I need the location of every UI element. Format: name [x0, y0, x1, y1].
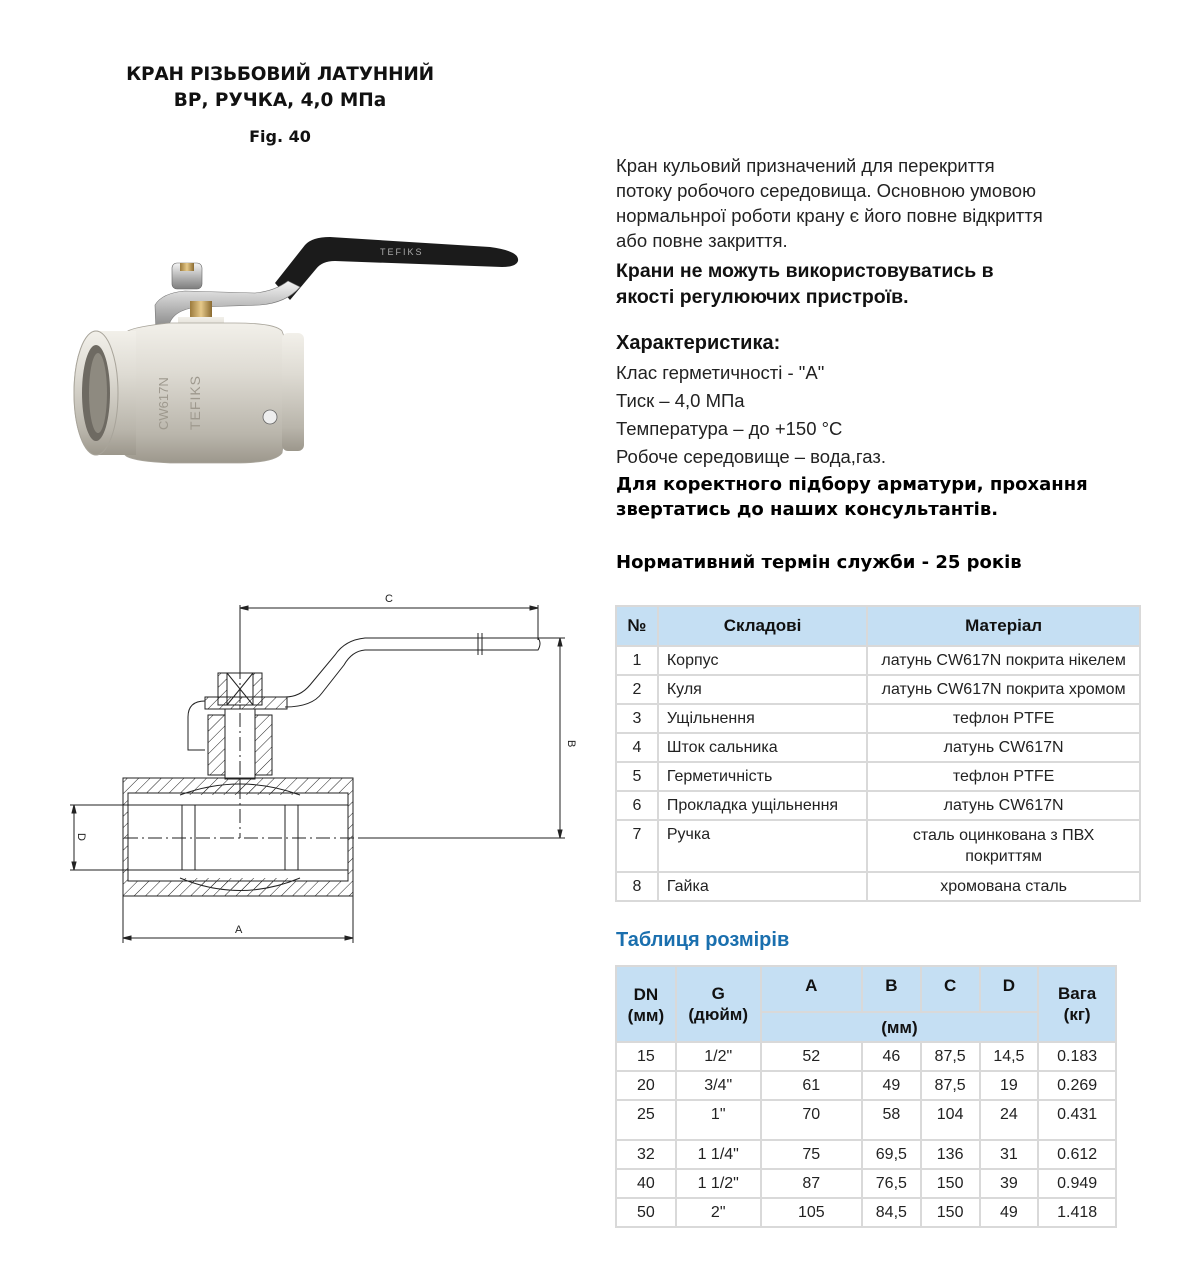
row-number: 1	[616, 646, 658, 675]
description-line: або повне закриття.	[616, 230, 788, 251]
description-line: нормальнрої роботи крану є його повне відкриття	[616, 205, 1043, 226]
header-g-unit: (дюйм)	[688, 1005, 749, 1024]
body-brand-text: TEFIKS	[187, 374, 203, 430]
cell-dn: 32	[616, 1140, 676, 1169]
cell-d: 14,5	[980, 1042, 1039, 1071]
product-photo	[50, 205, 550, 480]
component-name: Герметичність	[658, 762, 867, 791]
column-header-component: Складові	[658, 606, 867, 646]
component-name: Ручка	[658, 820, 867, 872]
cell-c: 136	[921, 1140, 980, 1169]
column-header-c: C	[921, 966, 980, 1012]
table-row	[616, 675, 1140, 704]
header-weight-unit: (кг)	[1063, 1005, 1091, 1024]
component-material: тефлон PTFE	[867, 704, 1140, 733]
cell-weight: 0.612	[1038, 1140, 1116, 1169]
table-row	[616, 1100, 1116, 1140]
cell-c: 150	[921, 1169, 980, 1198]
cell-d: 39	[980, 1169, 1039, 1198]
cell-b: 69,5	[862, 1140, 921, 1169]
column-header-mm-unit: (мм)	[761, 1012, 1039, 1042]
cell-d: 24	[980, 1100, 1039, 1140]
product-title-line1: КРАН РІЗЬБОВИЙ ЛАТУННИЙ	[126, 64, 434, 85]
cell-dn: 20	[616, 1071, 676, 1100]
table-row	[616, 1071, 1116, 1100]
consult-note	[616, 472, 1176, 522]
component-name: Ущільнення	[658, 704, 867, 733]
characteristic-item: Температура – до +150 °С	[616, 418, 843, 439]
column-header-material: Матеріал	[867, 606, 1140, 646]
cell-weight: 0.183	[1038, 1042, 1116, 1071]
table-row	[616, 1140, 1116, 1169]
cell-g: 1 1/2"	[676, 1169, 761, 1198]
consult-line: Для коректного підбору арматури, прохання	[616, 474, 1088, 495]
header-dn-label: DN	[633, 985, 659, 1004]
product-title-line2: ВР, РУЧКА, 4,0 МПа	[173, 90, 387, 111]
component-name: Куля	[658, 675, 867, 704]
header-g-label: G	[711, 984, 725, 1003]
cell-weight: 0.269	[1038, 1071, 1116, 1100]
description	[616, 153, 1156, 253]
body-marking-text: CW617N	[156, 377, 171, 430]
cell-b: 84,5	[862, 1198, 921, 1227]
table-row	[616, 1042, 1116, 1071]
cell-dn: 50	[616, 1198, 676, 1227]
cell-dn: 25	[616, 1100, 676, 1140]
figure-number: Fig. 40	[249, 127, 311, 146]
component-material: хромована сталь	[867, 872, 1140, 901]
cell-weight: 0.431	[1038, 1100, 1116, 1140]
cell-a: 105	[761, 1198, 862, 1227]
cell-g: 1/2"	[676, 1042, 761, 1071]
material-line: сталь оцинкована з ПВХ	[912, 827, 1095, 844]
column-header-d: D	[980, 966, 1039, 1012]
column-header-weight	[1038, 966, 1116, 1042]
component-name: Корпус	[658, 646, 867, 675]
column-header-g	[676, 966, 761, 1042]
table-header-row	[616, 966, 1116, 1012]
column-header-number: №	[616, 606, 658, 646]
table-row	[616, 704, 1140, 733]
component-material: латунь CW617N	[867, 791, 1140, 820]
cell-a: 75	[761, 1140, 862, 1169]
row-number: 7	[616, 820, 658, 872]
table-row	[616, 762, 1140, 791]
table-row	[616, 872, 1140, 901]
row-number: 3	[616, 704, 658, 733]
dim-d-label: D	[75, 833, 87, 841]
dim-a-label: A	[235, 924, 243, 936]
handle-brand-text: TEFIKS	[380, 247, 424, 257]
warning-line: Крани не можуть використовуватись в	[616, 260, 994, 282]
cell-g: 2"	[676, 1198, 761, 1227]
warning-line: якості регулюючих пристроїв.	[616, 286, 909, 308]
row-number: 2	[616, 675, 658, 704]
component-material	[867, 820, 1140, 872]
cell-d: 49	[980, 1198, 1039, 1227]
cell-b: 58	[862, 1100, 921, 1140]
dimensions-title: Таблиця розмірів	[616, 929, 790, 951]
column-header-a: A	[761, 966, 862, 1012]
cell-g: 1"	[676, 1100, 761, 1140]
table-header-row	[616, 606, 1140, 646]
row-number: 8	[616, 872, 658, 901]
characteristic-item: Тиск – 4,0 МПа	[616, 390, 745, 411]
description-line: потоку робочого середовища. Основною умовою	[616, 180, 1036, 201]
cell-b: 76,5	[862, 1169, 921, 1198]
header-weight-label: Вага	[1057, 984, 1097, 1003]
component-material: латунь CW617N	[867, 733, 1140, 762]
component-name: Прокладка ущільнення	[658, 791, 867, 820]
component-material: тефлон PTFE	[867, 762, 1140, 791]
cell-a: 70	[761, 1100, 862, 1140]
cell-g: 3/4"	[676, 1071, 761, 1100]
cell-weight: 1.418	[1038, 1198, 1116, 1227]
row-number: 5	[616, 762, 658, 791]
component-name: Гайка	[658, 872, 867, 901]
row-number: 4	[616, 733, 658, 762]
table-row	[616, 1198, 1116, 1227]
table-row	[616, 791, 1140, 820]
cell-dn: 15	[616, 1042, 676, 1071]
usage-warning	[616, 258, 1156, 310]
characteristic-item: Клас герметичності - "А"	[616, 362, 825, 383]
component-name: Шток сальника	[658, 733, 867, 762]
cell-b: 46	[862, 1042, 921, 1071]
cell-c: 150	[921, 1198, 980, 1227]
technical-drawing	[60, 585, 580, 950]
dimensions-table	[615, 965, 1117, 1228]
cell-d: 19	[980, 1071, 1039, 1100]
table-row	[616, 646, 1140, 675]
cell-c: 104	[921, 1100, 980, 1140]
table-row	[616, 733, 1140, 762]
components-table	[615, 605, 1141, 902]
service-life: Нормативний термін служби - 25 років	[616, 552, 1022, 573]
material-line: покриттям	[965, 848, 1042, 865]
table-row	[616, 820, 1140, 872]
column-header-dn	[616, 966, 676, 1042]
cell-d: 31	[980, 1140, 1039, 1169]
characteristic-item: Робоче середовище – вода,газ.	[616, 446, 886, 467]
cell-c: 87,5	[921, 1042, 980, 1071]
header-dn-unit: (мм)	[627, 1006, 665, 1025]
cell-a: 52	[761, 1042, 862, 1071]
table-row	[616, 1169, 1116, 1198]
description-line: Кран кульовий призначений для перекриття	[616, 155, 995, 176]
cell-dn: 40	[616, 1169, 676, 1198]
cell-weight: 0.949	[1038, 1169, 1116, 1198]
cell-a: 87	[761, 1169, 862, 1198]
cell-g: 1 1/4"	[676, 1140, 761, 1169]
cell-b: 49	[862, 1071, 921, 1100]
component-material: латунь CW617N покрита нікелем	[867, 646, 1140, 675]
column-header-b: B	[862, 966, 921, 1012]
dim-c-label: C	[385, 593, 393, 605]
characteristics-heading: Характеристика:	[616, 332, 781, 354]
component-material: латунь CW617N покрита хромом	[867, 675, 1140, 704]
cell-c: 87,5	[921, 1071, 980, 1100]
row-number: 6	[616, 791, 658, 820]
consult-line: звертатись до наших консультантів.	[616, 499, 999, 520]
dim-b-label: B	[565, 740, 577, 748]
cell-a: 61	[761, 1071, 862, 1100]
